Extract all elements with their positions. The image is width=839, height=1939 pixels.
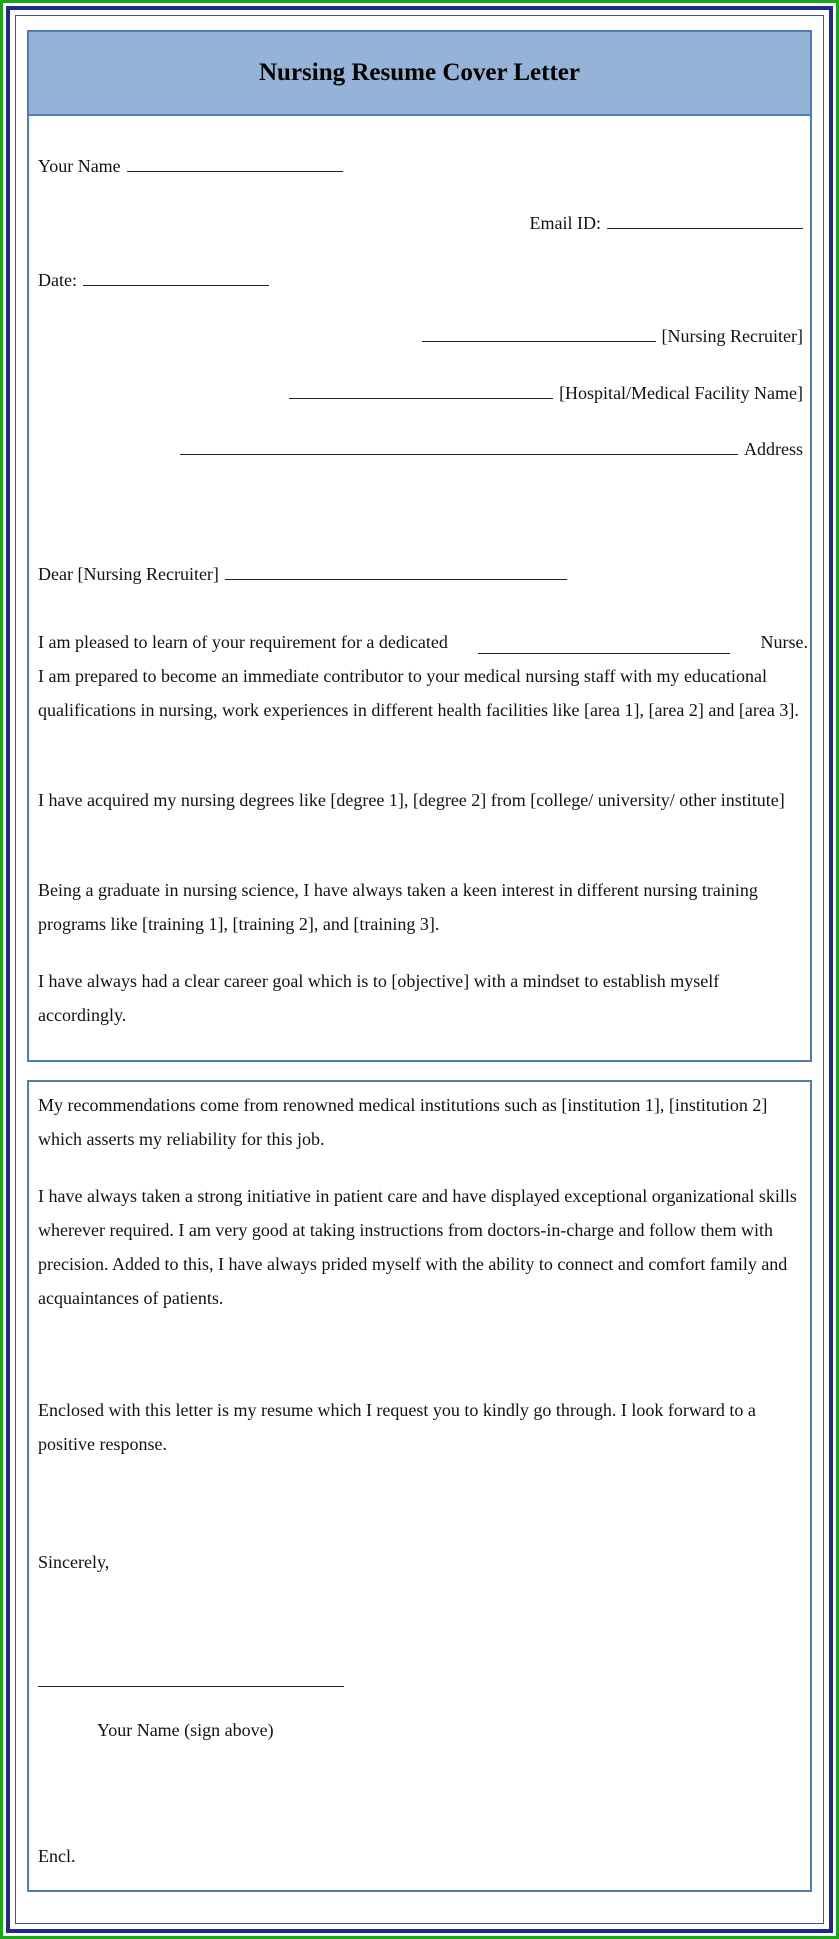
- recruiter-field: [422, 325, 803, 347]
- recruiter-blank[interactable]: [422, 327, 656, 342]
- salutation: [38, 563, 573, 585]
- closing-sincerely: Sincerely,: [38, 1552, 110, 1572]
- p1-before-blank: I am pleased to learn of your requirement for a dedicated: [38, 632, 448, 652]
- paragraph-4: I have always had a clear career goal which is to [objective] with a mindset to establish myself accordingly.: [38, 971, 720, 1025]
- nurse-type-blank[interactable]: [478, 639, 730, 654]
- email-blank[interactable]: [607, 214, 803, 229]
- letter-panel-top: [27, 30, 812, 1062]
- salutation-blank[interactable]: [225, 565, 567, 580]
- address-field: [180, 438, 803, 460]
- paragraph-1: [38, 625, 808, 727]
- signature-label: Your Name (sign above): [97, 1720, 274, 1740]
- date-label: Date:: [38, 270, 77, 290]
- page-title: Nursing Resume Cover Letter: [259, 59, 580, 86]
- email-field: [530, 212, 803, 234]
- salutation-text: Dear [Nursing Recruiter]: [38, 564, 219, 584]
- paragraph-5: My recommendations come from renowned medical institutions such as [institution 1], [institution 2] which asserts my reliability for this job.: [38, 1095, 768, 1149]
- your-name-field: [38, 155, 349, 177]
- enclosure-label: Encl.: [38, 1846, 76, 1866]
- paragraph-1-first-line: [38, 625, 808, 659]
- title-header: [29, 32, 810, 116]
- date-field: [38, 269, 275, 291]
- paragraph-6: I have always taken a strong initiative in patient care and have displayed exceptional organizational skills wherever required. I am very good at taking instructions from doctors-in-charge and follow them with precision. Added to this, I have always prided myself with the ability to connect and comfort family and acquaintances of patients.: [38, 1186, 797, 1308]
- signature-line[interactable]: [38, 1686, 344, 1687]
- address-blank[interactable]: [180, 440, 738, 455]
- facility-field: [289, 382, 803, 404]
- paragraph-2: I have acquired my nursing degrees like [degree 1], [degree 2] from [college/ university/ other institute]: [38, 790, 785, 810]
- recruiter-label: [Nursing Recruiter]: [661, 326, 803, 346]
- facility-blank[interactable]: [289, 384, 553, 399]
- paragraph-3: Being a graduate in nursing science, I have always taken a keen interest in different nursing training programs like [training 1], [training 2], and [training 3].: [38, 880, 758, 934]
- your-name-label: Your Name: [38, 156, 121, 176]
- paragraph-7: Enclosed with this letter is my resume which I request you to kindly go through. I look forward to a positive response.: [38, 1400, 756, 1454]
- your-name-blank[interactable]: [127, 157, 343, 172]
- p1-after-blank: Nurse.: [760, 632, 808, 652]
- email-label: Email ID:: [529, 213, 601, 233]
- date-blank[interactable]: [83, 271, 269, 286]
- letter-panel-bottom: [27, 1080, 812, 1892]
- address-label: Address: [744, 439, 803, 459]
- p1-rest: I am prepared to become an immediate contributor to your medical nursing staff with my educational qualifications in nursing, work experiences in different health facilities like [area 1], [area 2] and [area 3].: [38, 666, 799, 720]
- facility-label: [Hospital/Medical Facility Name]: [559, 383, 803, 403]
